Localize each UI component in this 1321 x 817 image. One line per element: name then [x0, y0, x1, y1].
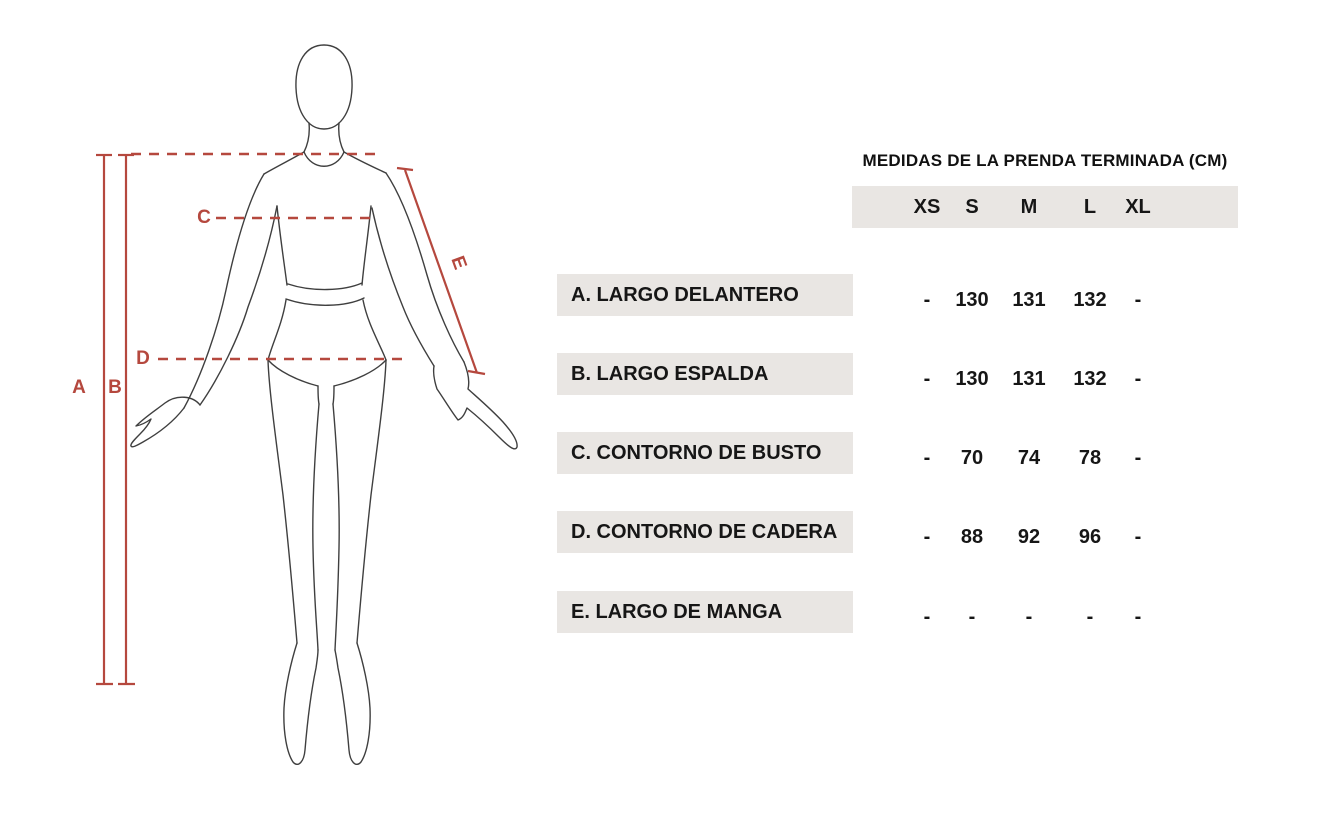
cell-e-l: - [1086, 606, 1094, 628]
measure-line-b [118, 155, 135, 684]
row-label-contorno-cadera: D. CONTORNO DE CADERA [557, 511, 853, 553]
cell-e-s: - [968, 606, 976, 628]
size-table [557, 145, 1257, 665]
cell-e-m: - [1025, 606, 1033, 628]
row-label-largo-manga: E. LARGO DE MANGA [557, 591, 853, 633]
body-figure-illustration [0, 0, 560, 817]
cell-a-xl: - [1134, 289, 1142, 311]
cell-c-l: 78 [1078, 447, 1102, 469]
cell-d-xs: - [923, 526, 931, 548]
size-col-s: S [965, 196, 979, 218]
row-label-largo-espalda: B. LARGO ESPALDA [557, 353, 853, 395]
cell-a-m: 131 [1012, 289, 1046, 311]
cell-c-xl: - [1134, 447, 1142, 469]
size-col-l: L [1083, 196, 1097, 218]
cell-d-s: 88 [960, 526, 984, 548]
cell-b-xl: - [1134, 368, 1142, 390]
size-col-xs: XS [913, 196, 941, 218]
table-title: MEDIDAS DE LA PRENDA TERMINADA (CM) [862, 151, 1228, 170]
cell-b-xs: - [923, 368, 931, 390]
measure-line-e [397, 168, 485, 374]
cell-a-l: 132 [1073, 289, 1107, 311]
cell-b-m: 131 [1012, 368, 1046, 390]
cell-c-xs: - [923, 447, 931, 469]
cell-c-m: 74 [1017, 447, 1041, 469]
measure-label-b: B [108, 377, 122, 398]
cell-d-m: 92 [1017, 526, 1041, 548]
row-label-contorno-busto: C. CONTORNO DE BUSTO [557, 432, 853, 474]
size-header-row [852, 186, 1238, 228]
cell-a-s: 130 [955, 289, 989, 311]
cell-e-xs: - [923, 606, 931, 628]
size-col-m: M [1020, 196, 1038, 218]
cell-a-xs: - [923, 289, 931, 311]
measure-label-a: A [72, 377, 86, 398]
measure-label-e: E [446, 253, 471, 273]
cell-d-xl: - [1134, 526, 1142, 548]
cell-e-xl: - [1134, 606, 1142, 628]
measure-label-d: D [136, 348, 150, 369]
measure-label-c: C [197, 207, 211, 228]
cell-b-s: 130 [955, 368, 989, 390]
measurement-lines [96, 154, 485, 684]
measure-line-a [96, 155, 113, 684]
cell-c-s: 70 [960, 447, 984, 469]
size-col-xl: XL [1125, 196, 1151, 218]
cell-b-l: 132 [1073, 368, 1107, 390]
row-label-largo-delantero: A. LARGO DELANTERO [557, 274, 853, 316]
figure-diagram [0, 0, 560, 817]
cell-d-l: 96 [1078, 526, 1102, 548]
